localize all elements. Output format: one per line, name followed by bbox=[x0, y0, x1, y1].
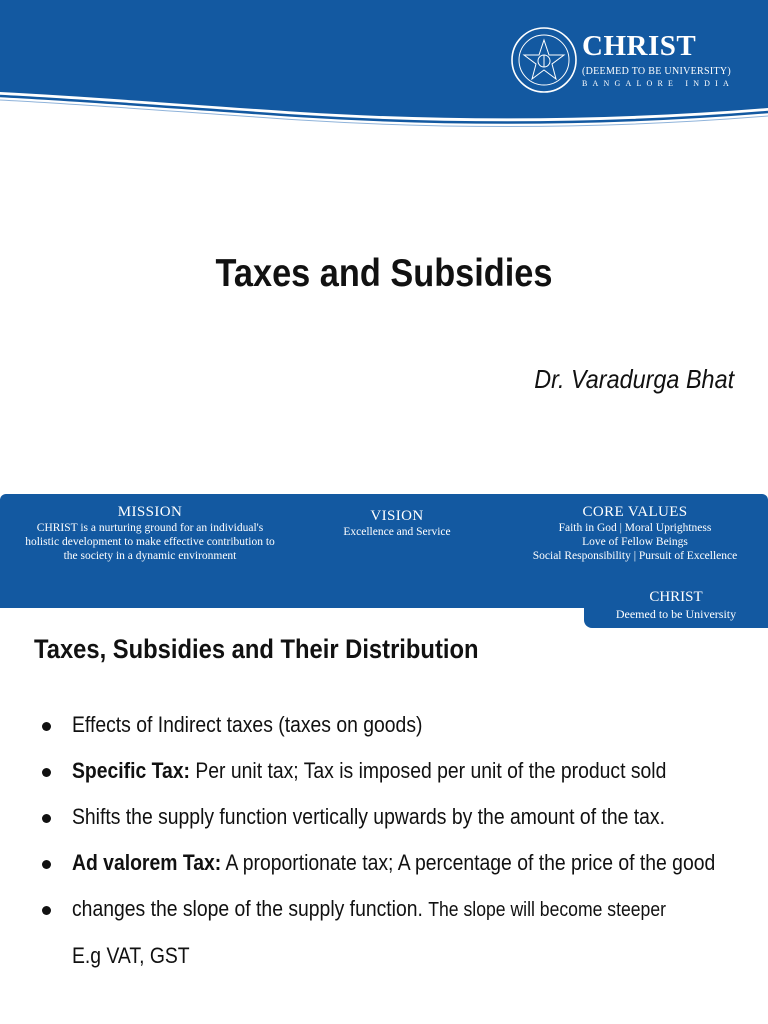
bullet-icon bbox=[42, 906, 51, 915]
vision-block bbox=[322, 508, 472, 539]
list-item bbox=[34, 748, 744, 794]
bullet-text: changes the slope of the supply function. bbox=[72, 896, 429, 921]
bullet-example: E.g VAT, GST bbox=[72, 943, 190, 968]
university-logo bbox=[510, 26, 740, 98]
slide-title: Taxes and Subsidies bbox=[215, 252, 553, 295]
bullet-text: Effects of Indirect taxes (taxes on goods) bbox=[72, 712, 423, 737]
bullet-text: Per unit tax; Tax is imposed per unit of the product sold bbox=[190, 758, 667, 783]
logo-name: CHRIST bbox=[582, 30, 697, 62]
tab-subtitle: Deemed to be University bbox=[615, 607, 737, 621]
vision-heading: VISION bbox=[370, 508, 424, 524]
bullet-icon bbox=[42, 768, 51, 777]
bullet-note: The slope will become steeper bbox=[428, 899, 666, 921]
university-seal-icon bbox=[510, 26, 578, 94]
bullet-icon bbox=[42, 722, 51, 731]
tab-name: CHRIST bbox=[649, 589, 703, 605]
core-values-line: Faith in God | Moral Uprightness bbox=[558, 522, 712, 534]
core-values-line: Love of Fellow Beings bbox=[582, 536, 688, 548]
list-item bbox=[34, 886, 744, 979]
logo-subtitle: (DEEMED TO BE UNIVERSITY) bbox=[582, 66, 732, 77]
mission-line: holistic development to make effective contribution to bbox=[25, 536, 275, 548]
bullet-list bbox=[34, 702, 744, 979]
mission-line: the society in a dynamic environment bbox=[63, 550, 237, 562]
bullet-text: Shifts the supply function vertically upwards by the amount of the tax. bbox=[72, 804, 665, 829]
core-values-block bbox=[506, 504, 764, 563]
bullet-term: Specific Tax: bbox=[72, 758, 191, 783]
mission-heading: MISSION bbox=[117, 504, 183, 520]
mission-block bbox=[0, 504, 300, 563]
mission-line: CHRIST is a nurturing ground for an individual's bbox=[36, 522, 264, 534]
list-item bbox=[34, 840, 744, 886]
core-values-heading: CORE VALUES bbox=[582, 504, 688, 520]
core-values-line: Social Responsibility | Pursuit of Excellence bbox=[532, 550, 738, 562]
list-item bbox=[34, 702, 744, 748]
section-heading: Taxes, Subsidies and Their Distribution bbox=[34, 634, 479, 664]
list-item bbox=[34, 794, 744, 840]
bullet-term: Ad valorem Tax: bbox=[72, 850, 222, 875]
bullet-icon bbox=[42, 860, 51, 869]
author-name: Dr. Varadurga Bhat bbox=[534, 364, 734, 394]
vision-text: Excellence and Service bbox=[343, 526, 451, 538]
bullet-text: A proportionate tax; A percentage of the price of the good bbox=[221, 850, 716, 875]
logo-location: BANGALORE INDIA bbox=[582, 79, 734, 88]
bullet-icon bbox=[42, 814, 51, 823]
content-slide bbox=[0, 610, 768, 1024]
